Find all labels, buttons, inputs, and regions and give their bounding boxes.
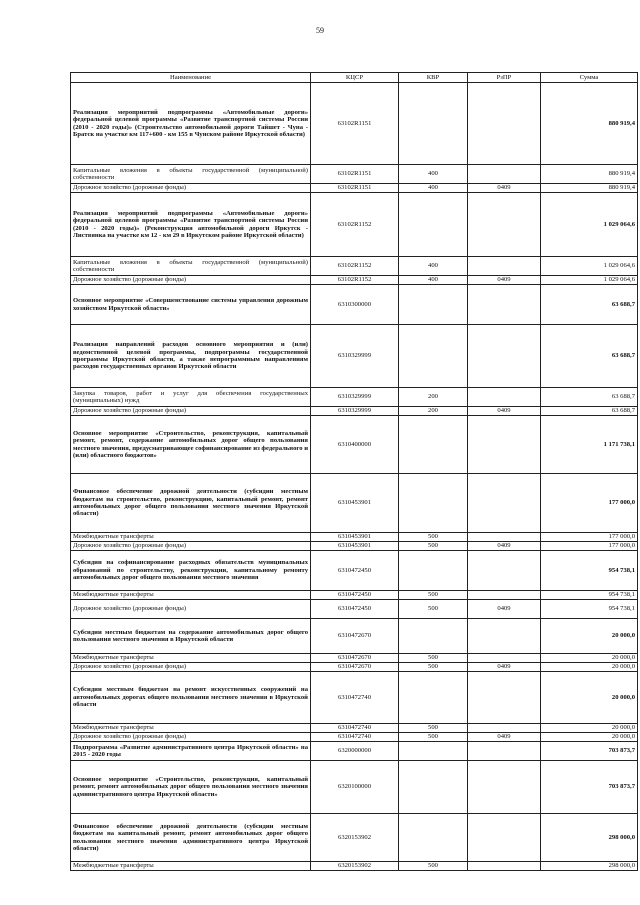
row-name: Основное мероприятие «Строительство, реконструкция, капитальный ремонт, ремонт автомобильных дорог общего пользования местного значения административного центра Иркутской области» — [71, 761, 311, 814]
row-kvr — [399, 814, 468, 862]
row-kvr — [399, 474, 468, 533]
table-row — [71, 407, 638, 416]
row-rzpr — [468, 654, 541, 663]
header-name: Наименование — [71, 73, 311, 83]
row-kvr: 500 — [399, 724, 468, 733]
row-sum: 63 688,7 — [541, 388, 638, 407]
row-kcsr: 63102R1152 — [311, 276, 399, 285]
row-kvr: 500 — [399, 542, 468, 551]
row-rzpr — [468, 193, 541, 257]
row-sum: 954 738,1 — [541, 600, 638, 619]
row-name: Реализация направлений расходов основного мероприятия и (или) ведомственной целевой программы, подпрограммы государственной программы Иркутской области, а также непрограммным направлениям расходов государственных органов Иркутской области — [71, 325, 311, 388]
row-kcsr: 6320153902 — [311, 814, 399, 862]
table-row — [71, 533, 638, 542]
row-kcsr: 6310329999 — [311, 325, 399, 388]
row-kvr: 200 — [399, 407, 468, 416]
row-name: Финансовое обеспечение дорожной деятельности (субсидии местным бюджетам на капитальный ремонт, ремонт автомобильных дорог общего пользования местного значения административного центра Иркутской области) — [71, 814, 311, 862]
row-kcsr: 6320100000 — [311, 761, 399, 814]
row-rzpr: 0409 — [468, 184, 541, 193]
row-rzpr — [468, 724, 541, 733]
row-rzpr: 0409 — [468, 276, 541, 285]
table-row — [71, 551, 638, 591]
row-kvr — [399, 761, 468, 814]
row-name: Основное мероприятие «Строительство, реконструкция, капитальный ремонт, ремонт, содержание автомобильных дорог общего пользования местного значения, предусматривающее софинансирование из федерального и (или) областного бюджетов» — [71, 416, 311, 474]
row-rzpr — [468, 285, 541, 325]
row-name: Капитальные вложения в объекты государственной (муниципальной) собственности — [71, 257, 311, 276]
row-rzpr — [468, 591, 541, 600]
table-row — [71, 733, 638, 742]
row-kcsr: 6310329999 — [311, 407, 399, 416]
row-kcsr: 6320153902 — [311, 862, 399, 871]
table-row — [71, 474, 638, 533]
row-sum: 1 029 064,6 — [541, 193, 638, 257]
table-row — [71, 285, 638, 325]
row-rzpr: 0409 — [468, 733, 541, 742]
row-rzpr: 0409 — [468, 542, 541, 551]
row-kcsr: 6320000000 — [311, 742, 399, 761]
row-rzpr — [468, 388, 541, 407]
row-name: Реализация мероприятий подпрограммы «Автомобильные дороги» федеральной целевой программы «Развитие транспортной системы России (2010 - 2020 годы)» (Строительство автомобильной дороги Тайшет - Чуна - Братск на участке км 117+600 - км 155 в Чунском районе Иркутской области) — [71, 83, 311, 165]
row-kvr: 400 — [399, 165, 468, 184]
row-name: Межбюджетные трансферты — [71, 724, 311, 733]
table-row — [71, 862, 638, 871]
row-kvr — [399, 193, 468, 257]
row-name: Реализация мероприятий подпрограммы «Автомобильные дороги» федеральной целевой программы «Развитие транспортной системы России (2010 - 2020 годы)» (Реконструкция автомобильной дороги Иркутск - Листвянка на участке км 12 - км 29 в Иркутском районе Иркутской области) — [71, 193, 311, 257]
page-number: 59 — [316, 26, 324, 35]
row-kcsr: 6310472740 — [311, 672, 399, 724]
row-sum: 20 000,0 — [541, 619, 638, 654]
row-name: Субсидии местным бюджетам на ремонт искусственных сооружений на автомобильных дорогах общего пользования местного значения в Иркутской области — [71, 672, 311, 724]
row-kvr: 500 — [399, 654, 468, 663]
row-sum: 63 688,7 — [541, 325, 638, 388]
table-row — [71, 591, 638, 600]
row-kcsr: 6310300000 — [311, 285, 399, 325]
row-rzpr — [468, 761, 541, 814]
row-sum: 1 029 064,6 — [541, 276, 638, 285]
row-rzpr — [468, 474, 541, 533]
row-sum: 298 000,0 — [541, 814, 638, 862]
row-kcsr: 63102R1151 — [311, 184, 399, 193]
row-name: Капитальные вложения в объекты государственной (муниципальной) собственности — [71, 165, 311, 184]
row-name: Субсидии местным бюджетам на содержание автомобильных дорог общего пользования местного значения в Иркутской области — [71, 619, 311, 654]
row-kcsr: 6310453901 — [311, 474, 399, 533]
row-kvr: 500 — [399, 862, 468, 871]
row-name: Дорожное хозяйство (дорожные фонды) — [71, 542, 311, 551]
row-name: Закупка товаров, работ и услуг для обеспечения государственных (муниципальных) нужд — [71, 388, 311, 407]
budget-table — [70, 72, 638, 871]
row-kcsr: 6310472450 — [311, 591, 399, 600]
row-kvr: 500 — [399, 663, 468, 672]
row-rzpr — [468, 165, 541, 184]
row-rzpr — [468, 672, 541, 724]
table-row — [71, 663, 638, 672]
table-row — [71, 814, 638, 862]
row-rzpr — [468, 257, 541, 276]
row-kvr: 500 — [399, 533, 468, 542]
row-name: Межбюджетные трансферты — [71, 654, 311, 663]
header-kvr: КВР — [399, 73, 468, 83]
row-name: Дорожное хозяйство (дорожные фонды) — [71, 600, 311, 619]
row-kvr — [399, 83, 468, 165]
row-kvr — [399, 416, 468, 474]
table-row — [71, 672, 638, 724]
row-kcsr: 6310472670 — [311, 663, 399, 672]
row-rzpr — [468, 619, 541, 654]
row-sum: 954 738,1 — [541, 551, 638, 591]
table-row — [71, 193, 638, 257]
table-row — [71, 184, 638, 193]
table-header-row — [71, 73, 638, 83]
row-sum: 20 000,0 — [541, 663, 638, 672]
row-sum: 20 000,0 — [541, 672, 638, 724]
row-kcsr: 6310472670 — [311, 654, 399, 663]
row-rzpr: 0409 — [468, 663, 541, 672]
table-row — [71, 257, 638, 276]
table-row — [71, 83, 638, 165]
row-kvr: 200 — [399, 388, 468, 407]
table-row — [71, 165, 638, 184]
table-row — [71, 724, 638, 733]
row-rzpr — [468, 416, 541, 474]
row-sum: 20 000,0 — [541, 724, 638, 733]
row-kcsr: 6310472450 — [311, 600, 399, 619]
row-sum: 1 029 064,6 — [541, 257, 638, 276]
row-kvr: 500 — [399, 600, 468, 619]
row-kvr: 500 — [399, 733, 468, 742]
row-kvr: 400 — [399, 257, 468, 276]
row-sum: 703 873,7 — [541, 761, 638, 814]
table-body — [71, 83, 638, 871]
row-name: Межбюджетные трансферты — [71, 591, 311, 600]
row-kcsr: 6310472740 — [311, 724, 399, 733]
row-kcsr: 6310453901 — [311, 542, 399, 551]
row-kcsr: 63102R1152 — [311, 193, 399, 257]
table-row — [71, 600, 638, 619]
row-rzpr — [468, 325, 541, 388]
row-kvr — [399, 742, 468, 761]
row-rzpr — [468, 551, 541, 591]
row-name: Субсидии на софинансирование расходных обязательств муниципальных образований по строительству, реконструкции, капитальному ремонту автомобильных дорог общего пользования местного значения — [71, 551, 311, 591]
header-kcsr: КЦСР — [311, 73, 399, 83]
row-kvr: 400 — [399, 184, 468, 193]
row-rzpr — [468, 83, 541, 165]
table-row — [71, 761, 638, 814]
row-kcsr: 63102R1152 — [311, 257, 399, 276]
row-kvr — [399, 551, 468, 591]
row-name: Межбюджетные трансферты — [71, 862, 311, 871]
row-sum: 177 000,0 — [541, 542, 638, 551]
row-sum: 177 000,0 — [541, 533, 638, 542]
row-kcsr: 6310472740 — [311, 733, 399, 742]
header-rzpr: РзПР — [468, 73, 541, 83]
table-row — [71, 742, 638, 761]
row-rzpr — [468, 742, 541, 761]
row-sum: 63 688,7 — [541, 285, 638, 325]
row-kcsr: 6310329999 — [311, 388, 399, 407]
row-kvr — [399, 285, 468, 325]
row-name: Подпрограмма «Развитие административного центра Иркутской области» на 2015 - 2020 годы — [71, 742, 311, 761]
row-sum: 880 919,4 — [541, 165, 638, 184]
header-sum: Сумма — [541, 73, 638, 83]
row-kcsr: 6310400000 — [311, 416, 399, 474]
row-name: Межбюджетные трансферты — [71, 533, 311, 542]
row-kcsr: 6310453901 — [311, 533, 399, 542]
table-row — [71, 654, 638, 663]
table-row — [71, 388, 638, 407]
row-sum: 20 000,0 — [541, 654, 638, 663]
row-sum: 63 688,7 — [541, 407, 638, 416]
row-kvr — [399, 325, 468, 388]
row-rzpr — [468, 533, 541, 542]
row-sum: 20 000,0 — [541, 733, 638, 742]
row-sum: 1 171 738,1 — [541, 416, 638, 474]
row-kcsr: 63102R1151 — [311, 83, 399, 165]
row-name: Дорожное хозяйство (дорожные фонды) — [71, 407, 311, 416]
row-kvr — [399, 672, 468, 724]
row-name: Дорожное хозяйство (дорожные фонды) — [71, 663, 311, 672]
row-kvr: 400 — [399, 276, 468, 285]
table-row — [71, 619, 638, 654]
table-row — [71, 542, 638, 551]
row-name: Основное мероприятие «Совершенствование системы управления дорожным хозяйством Иркутской области» — [71, 285, 311, 325]
row-kvr — [399, 619, 468, 654]
row-rzpr — [468, 862, 541, 871]
row-sum: 880 919,4 — [541, 83, 638, 165]
row-name: Финансовое обеспечение дорожной деятельности (субсидии местным бюджетам на строительство, реконструкцию, капитальный ремонт, ремонт автомобильных дорог общего пользования местного значения Иркутской области) — [71, 474, 311, 533]
row-name: Дорожное хозяйство (дорожные фонды) — [71, 184, 311, 193]
row-sum: 880 919,4 — [541, 184, 638, 193]
table-row — [71, 276, 638, 285]
row-name: Дорожное хозяйство (дорожные фонды) — [71, 276, 311, 285]
row-sum: 703 873,7 — [541, 742, 638, 761]
row-sum: 954 738,1 — [541, 591, 638, 600]
row-rzpr: 0409 — [468, 600, 541, 619]
table-row — [71, 416, 638, 474]
table-row — [71, 325, 638, 388]
row-sum: 177 000,0 — [541, 474, 638, 533]
row-rzpr — [468, 814, 541, 862]
row-kvr: 500 — [399, 591, 468, 600]
row-kcsr: 63102R1151 — [311, 165, 399, 184]
row-sum: 298 000,0 — [541, 862, 638, 871]
row-name: Дорожное хозяйство (дорожные фонды) — [71, 733, 311, 742]
row-kcsr: 6310472670 — [311, 619, 399, 654]
row-kcsr: 6310472450 — [311, 551, 399, 591]
row-rzpr: 0409 — [468, 407, 541, 416]
